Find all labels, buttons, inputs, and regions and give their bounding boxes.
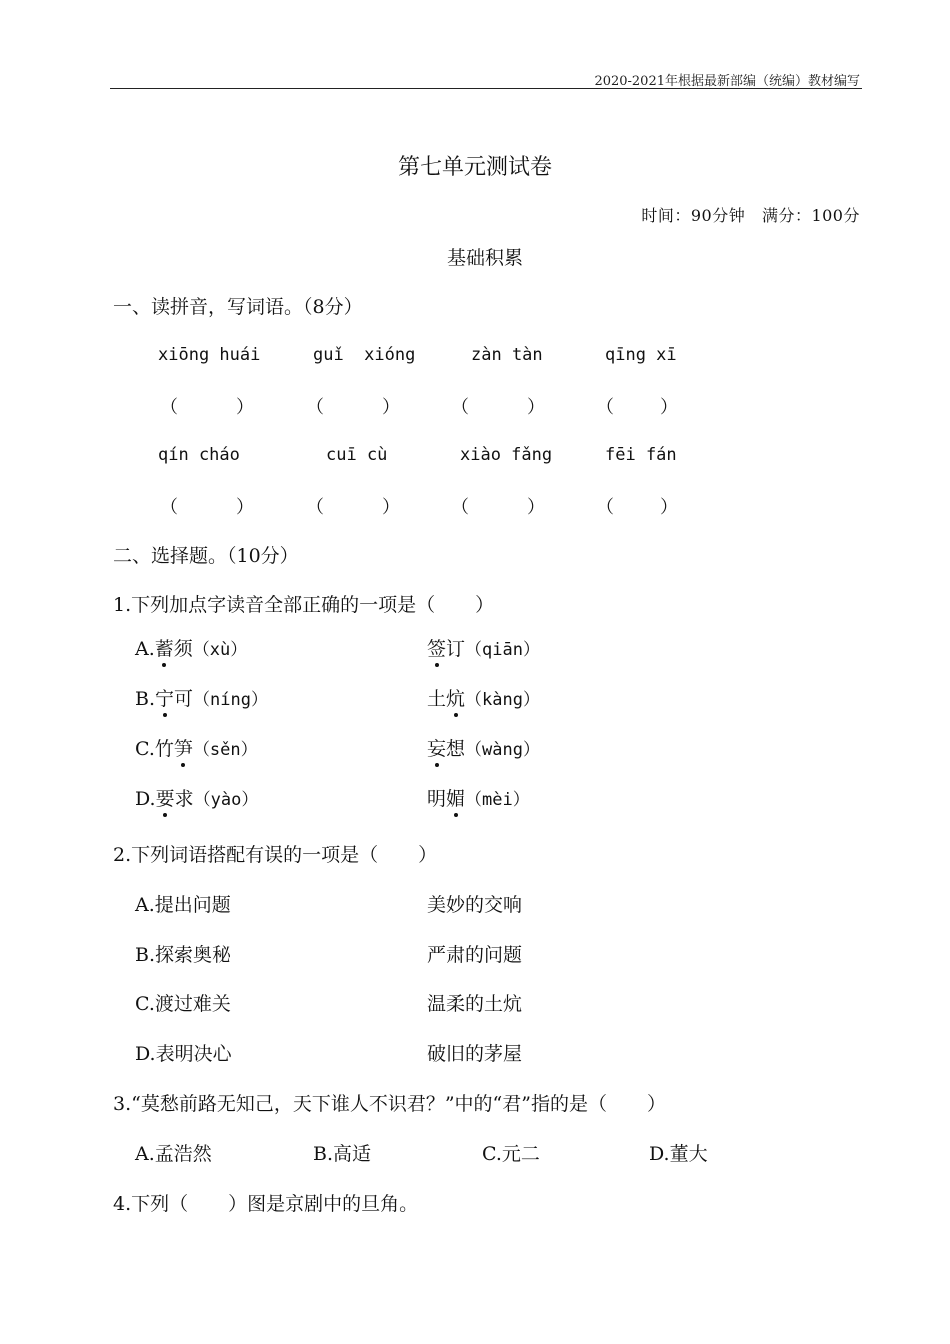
- q2-2-option-d-2: 破旧的茅屋: [427, 1043, 523, 1065]
- q1-heading: 一、读拼音，写词语。（8分）: [113, 296, 363, 318]
- q2-3-option-a[interactable]: A.孟浩然: [135, 1143, 212, 1165]
- q2-1-option-a-2: 签订（qiān）: [427, 634, 540, 661]
- q2-2-option-d[interactable]: D.表明决心: [135, 1043, 232, 1065]
- q2-heading: 二、选择题。（10分）: [113, 545, 299, 567]
- page-header: 2020-2021年根据最新部编（统编）教材编写: [594, 74, 860, 89]
- q2-1-option-d[interactable]: D.要求（yào）: [135, 784, 258, 811]
- q2-2-option-a-2: 美妙的交响: [427, 894, 523, 916]
- pinyin-4: qīng xī: [605, 345, 677, 365]
- answer-blank-4[interactable]: （ ）: [596, 397, 678, 418]
- pinyin-6: cuī cù: [326, 445, 388, 465]
- pinyin-2: guǐ xióng: [313, 345, 416, 365]
- q2-2-stem: 2.下列词语搭配有误的一项是（ ）: [113, 844, 438, 866]
- q2-2-option-b-2: 严肃的问题: [427, 944, 523, 966]
- pinyin-7: xiào fǎng: [460, 445, 553, 465]
- answer-blank-7[interactable]: （ ）: [451, 497, 545, 518]
- q2-2-option-b[interactable]: B.探索奥秘: [135, 944, 232, 966]
- q2-1-option-b[interactable]: B.宁可（níng）: [135, 684, 268, 711]
- answer-blank-6[interactable]: （ ）: [306, 497, 400, 518]
- answer-blank-5[interactable]: （ ）: [160, 497, 254, 518]
- q2-4-stem: 4.下列（ ）图是京剧中的旦角。: [113, 1193, 419, 1215]
- q2-1-stem: 1.下列加点字读音全部正确的一项是（ ）: [113, 594, 495, 616]
- exam-meta: 时间：90分钟 满分：100分: [641, 206, 860, 225]
- q2-1-option-b-2: 土炕（kàng）: [427, 684, 540, 711]
- q2-1-option-a[interactable]: A.蓄须（xù）: [135, 634, 247, 661]
- answer-blank-8[interactable]: （ ）: [596, 497, 678, 518]
- answer-blank-2[interactable]: （ ）: [306, 397, 400, 418]
- q2-3-stem: 3.“莫愁前路无知己，天下谁人不识君？”中的“君”指的是（ ）: [113, 1093, 666, 1115]
- q2-3-option-c[interactable]: C.元二: [482, 1143, 540, 1165]
- q2-3-option-d[interactable]: D.董大: [649, 1143, 708, 1165]
- q2-1-option-c[interactable]: C.竹笋（sěn）: [135, 734, 258, 761]
- header-divider: [110, 88, 862, 89]
- q2-1-option-d-2: 明媚（mèi）: [427, 784, 530, 811]
- q2-1-option-c-2: 妄想（wàng）: [427, 734, 540, 761]
- pinyin-1: xiōng huái: [158, 345, 261, 365]
- section-title: 基础积累: [446, 247, 523, 269]
- q2-2-option-c[interactable]: C.渡过难关: [135, 993, 231, 1015]
- answer-blank-1[interactable]: （ ）: [160, 397, 254, 418]
- exam-title: 第七单元测试卷: [397, 155, 552, 180]
- q2-2-option-c-2: 温柔的土炕: [427, 993, 523, 1015]
- q2-2-option-a[interactable]: A.提出问题: [135, 894, 231, 916]
- pinyin-5: qín cháo: [158, 445, 240, 465]
- q2-3-option-b[interactable]: B.高适: [313, 1143, 372, 1165]
- pinyin-8: fēi fán: [605, 445, 677, 465]
- pinyin-3: zàn tàn: [471, 345, 543, 365]
- answer-blank-3[interactable]: （ ）: [451, 397, 545, 418]
